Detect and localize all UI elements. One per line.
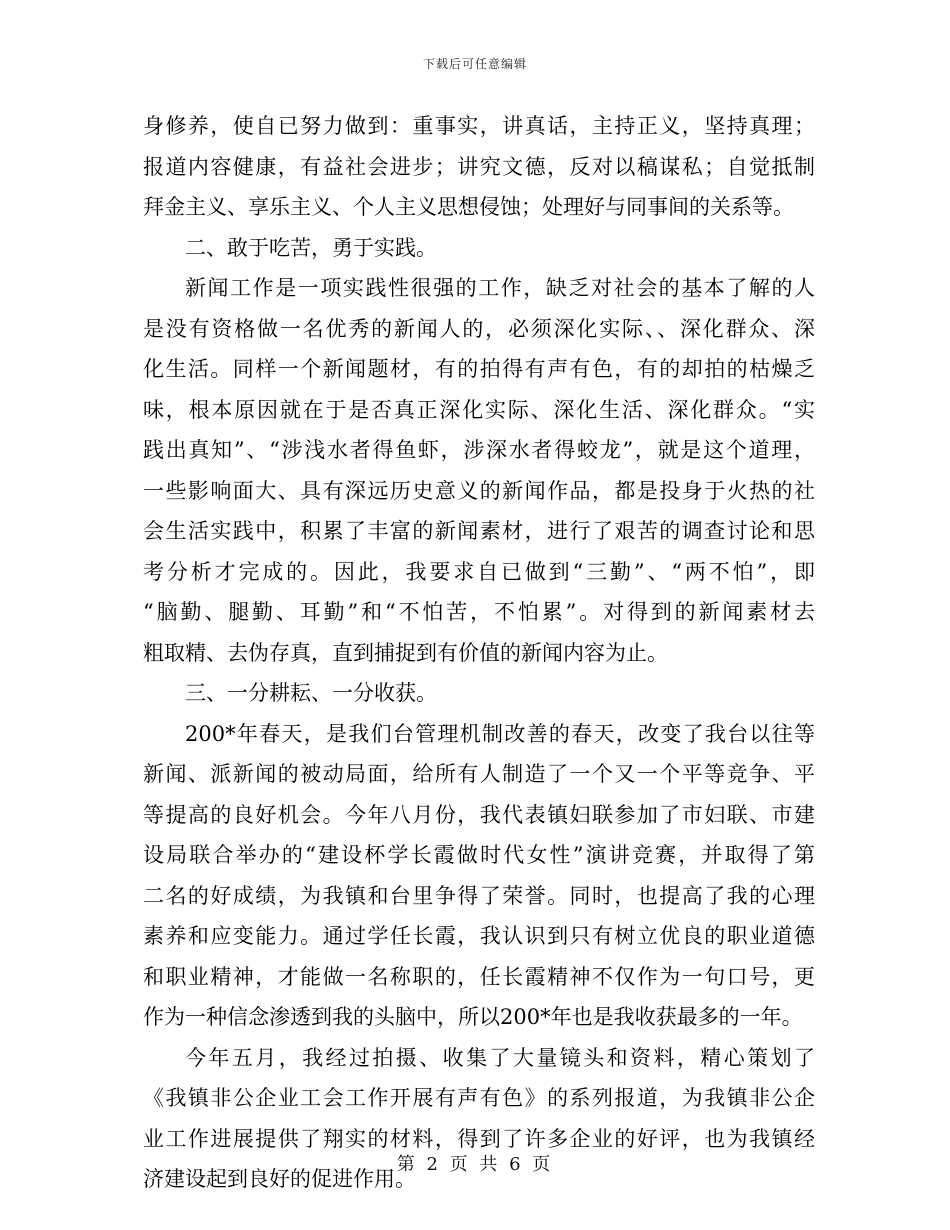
paragraph-first-line: 今年五月，我经过拍摄、收集了大量镜头和资料，精心策划了 <box>185 1045 815 1070</box>
paragraph-line: 报道内容健康，有益社会进步；讲究文德，反对以稿谋私；自觉抵制 <box>143 154 815 179</box>
paragraph-line: 作为一种信念渗透到我的头脑中，所以200*年也是我收获最多的一年。 <box>143 1005 803 1029</box>
page-number-footer: 第 2 页 共 6 页 <box>396 1154 554 1175</box>
paragraph-line: 身修养，使自已努力做到：重事实，讲真话，主持正义，坚持真理； <box>143 114 815 138</box>
paragraph-line: 设局联合举办的“建设杯学长霞做时代女性”演讲竞赛，并取得了第 <box>143 843 815 867</box>
paragraph-first-line: 新闻工作是一项实践性很强的工作，缺乏对社会的基本了解的人 <box>185 276 815 300</box>
document-body <box>143 106 815 1200</box>
paragraph-line: 济建设起到良好的促进作用。 <box>143 1167 416 1191</box>
paragraph-line: 粗取精、去伪存真，直到捕捉到有价值的新闻内容为止。 <box>143 640 668 665</box>
paragraph-line: 一些影响面大、具有深远历史意义的新闻作品，都是投身于火热的社 <box>143 478 815 503</box>
paragraph-line: 新闻、派新闻的被动局面，给所有人制造了一个又一个平等竞争、平 <box>143 762 815 786</box>
paragraph-line: 和职业精神，才能做一名称职的，任长霞精神不仅作为一句口号，更 <box>143 964 815 989</box>
paragraph-line: 等提高的良好机会。今年八月份，我代表镇妇联参加了市妇联、市建 <box>143 802 815 827</box>
paragraph-line: 素养和应变能力。通过学任长霞，我认识到只有树立优良的职业道德 <box>143 924 815 948</box>
paragraph-line: 拜金主义、享乐主义、个人主义思想侵蚀；处理好与同事间的关系等。 <box>143 195 794 219</box>
paragraph-line: 二名的好成绩，为我镇和台里争得了荣誉。同时，也提高了我的心理 <box>143 883 815 908</box>
paragraph-line: 《我镇非公企业工会工作开展有声有色》的系列报道，为我镇非公企 <box>143 1086 815 1110</box>
paragraph-first-line: 200*年春天，是我们台管理机制改善的春天，改变了我台以往等 <box>185 721 815 746</box>
paragraph-line: “脑勤、腿勤、耳勤”和“不怕苦，不怕累”。对得到的新闻素材去 <box>143 600 815 624</box>
paragraph-line: 化生活。同样一个新闻题材，有的拍得有声有色，有的却拍的枯燥乏 <box>143 357 815 381</box>
paragraph-line: 践出真知”、“涉浅水者得鱼虾，涉深水者得蛟龙”，就是这个道理， <box>143 438 815 462</box>
paragraph-line: 会生活实践中，积累了丰富的新闻素材，进行了艰苦的调查讨论和思 <box>143 519 815 543</box>
paragraph-line: 业工作进展提供了翔实的材料，得到了许多企业的好评，也为我镇经 <box>143 1126 815 1151</box>
paragraph-first-line: 二、敢于吃苦，勇于实践。 <box>185 235 437 260</box>
paragraph-line: 味，根本原因就在于是否真正深化实际、深化生活、深化群众。“实 <box>143 397 815 422</box>
paragraph-first-line: 三、一分耕耘、一分收获。 <box>185 681 437 705</box>
page-header: 下载后可任意编辑 <box>422 57 527 71</box>
paragraph-line: 是没有资格做一名优秀的新闻人的，必须深化实际、、深化群众、深 <box>143 316 815 341</box>
paragraph-line: 考分析才完成的。因此，我要求自已做到“三勤”、“两不怕”，即 <box>143 559 815 584</box>
